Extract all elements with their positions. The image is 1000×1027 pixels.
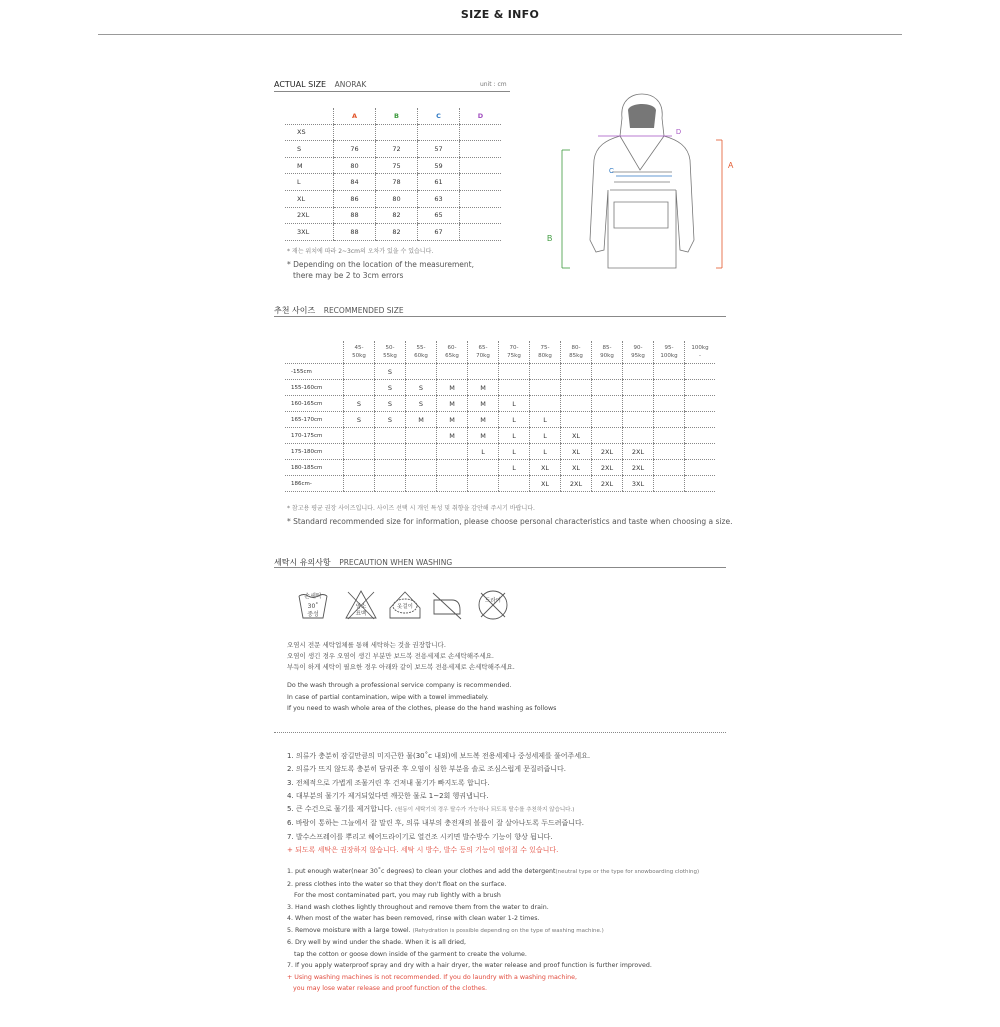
size-cell: S <box>375 364 406 380</box>
size-cell <box>623 412 654 428</box>
size-cell <box>468 460 499 476</box>
cell: 65 <box>418 207 460 224</box>
intro-en-line: If you need to wash whole area of the clothes, please do the hand washing as follows <box>287 705 557 712</box>
weight-header: 80- 85kg <box>561 341 592 364</box>
size-cell <box>344 460 375 476</box>
size-label: 2XL <box>285 207 334 224</box>
weight-header: 45- 50kg <box>344 341 375 364</box>
table-corner <box>285 108 334 124</box>
size-cell <box>685 364 716 380</box>
diagram-label-b: B <box>547 234 553 243</box>
size-cell <box>375 476 406 492</box>
size-cell <box>561 364 592 380</box>
actual-size-note-ko: * 재는 위치에 따라 2~3cm의 오차가 있을 수 있습니다. <box>287 248 434 255</box>
recommended-title-en: RECOMMENDED SIZE <box>323 306 404 315</box>
column-header-c: C <box>418 108 460 124</box>
washing-rule <box>274 567 726 568</box>
step-en: 1. put enough water(near 30˚c degrees) to clean your clothes and add the detergent(neutral type or the type for snowboarding clothing) <box>287 868 700 875</box>
size-label: XL <box>285 190 334 207</box>
size-cell: XL <box>561 444 592 460</box>
height-label: -155cm <box>285 364 344 380</box>
size-cell <box>530 364 561 380</box>
cell: 86 <box>334 190 376 207</box>
size-cell <box>654 380 685 396</box>
step-en: 2. press clothes into the water so that they don't float on the surface. <box>287 880 507 888</box>
table-row <box>285 428 715 444</box>
actual-size-note-en-2: there may be 2 to 3cm errors <box>293 271 404 280</box>
svg-text:30˚: 30˚ <box>307 603 319 610</box>
weight-header: 60- 65kg <box>437 341 468 364</box>
intro-ko-line: 오염이 생긴 경우 오염이 생긴 부분만 보드복 전용세제로 손세탁해주세요. <box>287 652 494 660</box>
recommended-rule <box>274 316 726 317</box>
steps-ko <box>287 750 590 857</box>
height-label: 170-175cm <box>285 428 344 444</box>
cell: 88 <box>334 207 376 224</box>
size-cell <box>344 380 375 396</box>
size-cell <box>344 444 375 460</box>
weight-header: 70- 75kg <box>499 341 530 364</box>
cell <box>376 124 418 141</box>
size-cell: XL <box>561 460 592 476</box>
actual-size-subtitle: ANORAK <box>334 80 367 89</box>
svg-text:중성: 중성 <box>307 611 319 618</box>
actual-size-heading <box>274 80 366 89</box>
size-cell <box>654 364 685 380</box>
cell: 88 <box>334 224 376 241</box>
weight-header: 50- 55kg <box>375 341 406 364</box>
size-label: XS <box>285 124 334 141</box>
size-cell: M <box>437 412 468 428</box>
anorak-diagram <box>540 90 750 275</box>
size-cell <box>685 428 716 444</box>
size-cell <box>685 476 716 492</box>
table-row <box>285 396 715 412</box>
size-cell: L <box>468 444 499 460</box>
size-cell: 2XL <box>592 460 623 476</box>
intro-ko-line: 부득이 하게 세탁이 필요한 경우 아래와 같이 보드복 전용세제로 손세탁해주세요. <box>287 663 515 671</box>
size-cell <box>685 412 716 428</box>
size-cell <box>561 396 592 412</box>
size-cell <box>654 428 685 444</box>
size-cell <box>685 444 716 460</box>
recommended-size-table <box>285 341 715 492</box>
size-cell: M <box>406 412 437 428</box>
step-en: 5. Remove moisture with a large towel. (Rehydration is possible depending on the type of washing machine.) <box>287 926 604 934</box>
column-header-a: A <box>334 108 376 124</box>
size-cell: L <box>530 444 561 460</box>
size-label: L <box>285 174 334 191</box>
table-row <box>285 412 715 428</box>
size-cell <box>375 428 406 444</box>
actual-size-note-en-1: * Depending on the location of the measurement, <box>287 260 474 269</box>
height-label: 180-185cm <box>285 460 344 476</box>
size-cell <box>499 476 530 492</box>
height-label: 160-165cm <box>285 396 344 412</box>
table-row <box>285 190 501 207</box>
table-row <box>285 174 501 191</box>
cell: 76 <box>334 141 376 158</box>
hand-wash-icon <box>296 588 330 622</box>
step-ko: 3. 전체적으로 가볍게 조물거린 후 건져내 물기가 빠지도록 합니다. <box>287 778 490 787</box>
recommended-note-en: * Standard recommended size for information, please choose personal characteristics and taste when choosing a size. <box>287 517 733 526</box>
intro-ko <box>287 640 515 673</box>
cell: 84 <box>334 174 376 191</box>
step-en: 6. Dry well by wind under the shade. When it is all dried, <box>287 939 466 946</box>
size-cell <box>685 460 716 476</box>
cell: 80 <box>334 157 376 174</box>
page-title: SIZE & INFO <box>460 8 540 21</box>
step-ko: 6. 바람이 통하는 그늘에서 잘 말린 후, 의류 내부의 충전재의 볼륨이 잘 살아나도록 두드려줍니다. <box>287 819 585 828</box>
size-cell <box>654 460 685 476</box>
cell <box>460 190 502 207</box>
size-cell <box>499 380 530 396</box>
size-cell <box>623 380 654 396</box>
size-cell <box>592 380 623 396</box>
warning-en: you may lose water release and proof function of the clothes. <box>293 985 487 992</box>
size-cell <box>530 396 561 412</box>
weight-header: 75- 80kg <box>530 341 561 364</box>
no-tumble-dry-icon <box>430 588 464 622</box>
step-en: tap the cotton or goose down inside of the garment to create the volume. <box>294 950 527 958</box>
warning-en: + Using washing machines is not recommended. If you do laundry with a washing machine, <box>287 973 577 981</box>
size-label: 3XL <box>285 224 334 241</box>
size-cell: L <box>530 412 561 428</box>
cell: 82 <box>376 224 418 241</box>
size-cell: 2XL <box>623 460 654 476</box>
table-row <box>285 157 501 174</box>
size-cell <box>406 460 437 476</box>
size-cell <box>406 364 437 380</box>
size-cell: M <box>468 380 499 396</box>
size-cell <box>654 396 685 412</box>
diagram-label-a: A <box>728 161 734 170</box>
size-cell: S <box>406 396 437 412</box>
size-cell: L <box>499 444 530 460</box>
size-cell: 3XL <box>623 476 654 492</box>
size-cell <box>406 444 437 460</box>
warning-ko: + 되도록 세탁은 권장하지 않습니다. 세탁 시 방수, 발수 등의 기능이 떨어질 수 있습니다. <box>287 846 559 855</box>
size-cell <box>592 428 623 444</box>
size-cell <box>623 364 654 380</box>
size-cell: L <box>530 428 561 444</box>
size-cell: S <box>375 412 406 428</box>
jacket-outline <box>590 94 694 268</box>
size-cell <box>344 428 375 444</box>
size-cell <box>592 412 623 428</box>
size-cell: S <box>344 396 375 412</box>
svg-text:표백: 표백 <box>355 611 367 617</box>
size-cell <box>375 444 406 460</box>
size-cell <box>654 444 685 460</box>
svg-text:손세탁: 손세탁 <box>304 593 322 600</box>
size-cell <box>468 364 499 380</box>
recommended-title-ko: 추천 사이즈 <box>274 306 316 315</box>
recommended-body <box>285 364 715 492</box>
size-cell: L <box>499 396 530 412</box>
table-row <box>285 380 715 396</box>
table-row <box>285 460 715 476</box>
size-cell <box>561 380 592 396</box>
size-cell <box>344 476 375 492</box>
actual-size-title: ACTUAL SIZE <box>274 80 327 89</box>
size-cell: XL <box>530 460 561 476</box>
size-cell: 2XL <box>561 476 592 492</box>
intro-en-line: In case of partial contamination, wipe with a towel immediately. <box>287 693 489 701</box>
unit-label: unit : cm <box>480 81 507 88</box>
size-cell <box>437 444 468 460</box>
cell: 67 <box>418 224 460 241</box>
actual-size-table <box>285 108 501 241</box>
actual-size-rule <box>274 91 510 92</box>
size-cell <box>654 412 685 428</box>
cell: 63 <box>418 190 460 207</box>
table-row <box>285 444 715 460</box>
svg-text:드라이: 드라이 <box>485 598 501 604</box>
title-divider <box>98 34 902 35</box>
cell: 80 <box>376 190 418 207</box>
intro-en-line: Do the wash through a professional service company is recommended. <box>287 682 512 689</box>
size-cell: 2XL <box>592 444 623 460</box>
step-en: 4. When most of the water has been removed, rinse with clean water 1-2 times. <box>287 915 540 922</box>
washing-title-ko: 세탁시 유의사항 <box>274 558 331 567</box>
cell: 75 <box>376 157 418 174</box>
table-row <box>285 141 501 158</box>
cell <box>334 124 376 141</box>
step-en: 3. Hand wash clothes lightly throughout and remove them from the water to drain. <box>287 903 549 911</box>
washing-divider <box>274 732 726 733</box>
washing-title-en: PRECAUTION WHEN WASHING <box>339 558 453 567</box>
no-bleach-icon <box>344 588 378 622</box>
size-cell <box>685 380 716 396</box>
weight-header: 55- 60kg <box>406 341 437 364</box>
height-label: 155-160cm <box>285 380 344 396</box>
steps-en <box>287 866 699 995</box>
measure-a <box>716 140 722 268</box>
size-cell: L <box>499 460 530 476</box>
size-cell: S <box>344 412 375 428</box>
step-ko: 5. 큰 수건으로 물기를 제거합니다. (원동이 세탁기의 경우 탈수가 가능하나 되도록 탈수를 추천하지 않습니다.) <box>287 805 575 814</box>
size-cell <box>623 428 654 444</box>
size-cell: XL <box>530 476 561 492</box>
weight-header-row <box>285 341 715 364</box>
size-cell <box>654 476 685 492</box>
step-ko: 7. 발수스프레이를 뿌리고 헤어드라이기로 열건조 시키면 발수방수 기능이 향상 됩니다. <box>287 832 553 841</box>
size-cell: M <box>468 412 499 428</box>
height-label: 186cm- <box>285 476 344 492</box>
no-dry-clean-icon <box>476 588 510 622</box>
size-cell: L <box>499 428 530 444</box>
step-ko: 2. 의류가 뜨지 않도록 충분히 담궈준 후 오염이 심한 부분을 솔로 조심스럽게 문질러줍니다. <box>287 765 567 774</box>
table-row <box>285 476 715 492</box>
size-cell: 2XL <box>592 476 623 492</box>
measure-b <box>562 150 570 268</box>
table-row <box>285 364 715 380</box>
size-cell <box>623 396 654 412</box>
no-iron-icon <box>388 588 422 622</box>
intro-en <box>287 680 556 715</box>
recommended-heading <box>274 305 404 316</box>
svg-text:옷걸이: 옷걸이 <box>397 604 413 610</box>
weight-header: 85- 90kg <box>592 341 623 364</box>
intro-ko-line: 오염시 전문 세탁업체를 통해 세탁하는 것을 권장합니다. <box>287 641 446 649</box>
cell: 72 <box>376 141 418 158</box>
cell: 57 <box>418 141 460 158</box>
cell: 59 <box>418 157 460 174</box>
table-row <box>285 124 501 141</box>
size-cell <box>406 476 437 492</box>
size-cell <box>685 396 716 412</box>
diagram-label-d: D <box>676 129 682 136</box>
size-cell <box>499 364 530 380</box>
cell <box>418 124 460 141</box>
recommended-note-ko: * 참고용 평균 권장 사이즈입니다. 사이즈 선택 시 개인 특성 및 취향을 감안해 주시기 바랍니다. <box>287 505 535 512</box>
table-corner <box>285 341 344 364</box>
column-header-b: B <box>376 108 418 124</box>
height-label: 175-180cm <box>285 444 344 460</box>
size-cell: S <box>375 396 406 412</box>
size-cell <box>592 364 623 380</box>
cell <box>460 124 502 141</box>
size-cell <box>344 364 375 380</box>
size-label: S <box>285 141 334 158</box>
size-cell: M <box>437 380 468 396</box>
cell <box>460 174 502 191</box>
height-label: 165-170cm <box>285 412 344 428</box>
weight-header: 65- 70kg <box>468 341 499 364</box>
size-cell <box>437 476 468 492</box>
svg-text:염소: 염소 <box>355 604 367 610</box>
size-cell <box>561 412 592 428</box>
table-header-row <box>285 108 501 124</box>
diagram-label-c: C <box>609 168 615 175</box>
size-cell <box>530 380 561 396</box>
size-label: M <box>285 157 334 174</box>
size-cell: S <box>406 380 437 396</box>
cell <box>460 224 502 241</box>
cell <box>460 141 502 158</box>
column-header-d: D <box>460 108 502 124</box>
weight-header: 90- 95kg <box>623 341 654 364</box>
cell: 61 <box>418 174 460 191</box>
table-row <box>285 224 501 241</box>
step-ko: 4. 대부분의 물기가 제거되었다면 깨끗한 물로 1~2회 헹궈냅니다. <box>287 791 489 800</box>
size-cell <box>375 460 406 476</box>
weight-header: 95- 100kg <box>654 341 685 364</box>
size-cell <box>437 460 468 476</box>
size-cell <box>468 476 499 492</box>
size-cell: 2XL <box>623 444 654 460</box>
table-row <box>285 207 501 224</box>
size-cell: S <box>375 380 406 396</box>
weight-header: 100kg - <box>685 341 716 364</box>
size-cell <box>406 428 437 444</box>
step-ko: 1. 의류가 충분히 잠길만큼의 미지근한 물(30˚c 내외)에 보드복 전용세제나 중성세제를 풀어주세요. <box>287 752 591 760</box>
size-cell: XL <box>561 428 592 444</box>
cell: 78 <box>376 174 418 191</box>
size-cell <box>592 396 623 412</box>
size-cell: M <box>468 428 499 444</box>
cell: 82 <box>376 207 418 224</box>
step-en: For the most contaminated part, you may rub lightly with a brush <box>294 892 501 899</box>
size-cell <box>437 364 468 380</box>
cell <box>460 207 502 224</box>
cell <box>460 157 502 174</box>
size-cell: L <box>499 412 530 428</box>
size-cell: M <box>437 428 468 444</box>
step-en: 7. If you apply waterproof spray and dry with a hair dryer, the water release and proof function is further improved. <box>287 962 652 969</box>
size-cell: M <box>468 396 499 412</box>
size-cell: M <box>437 396 468 412</box>
